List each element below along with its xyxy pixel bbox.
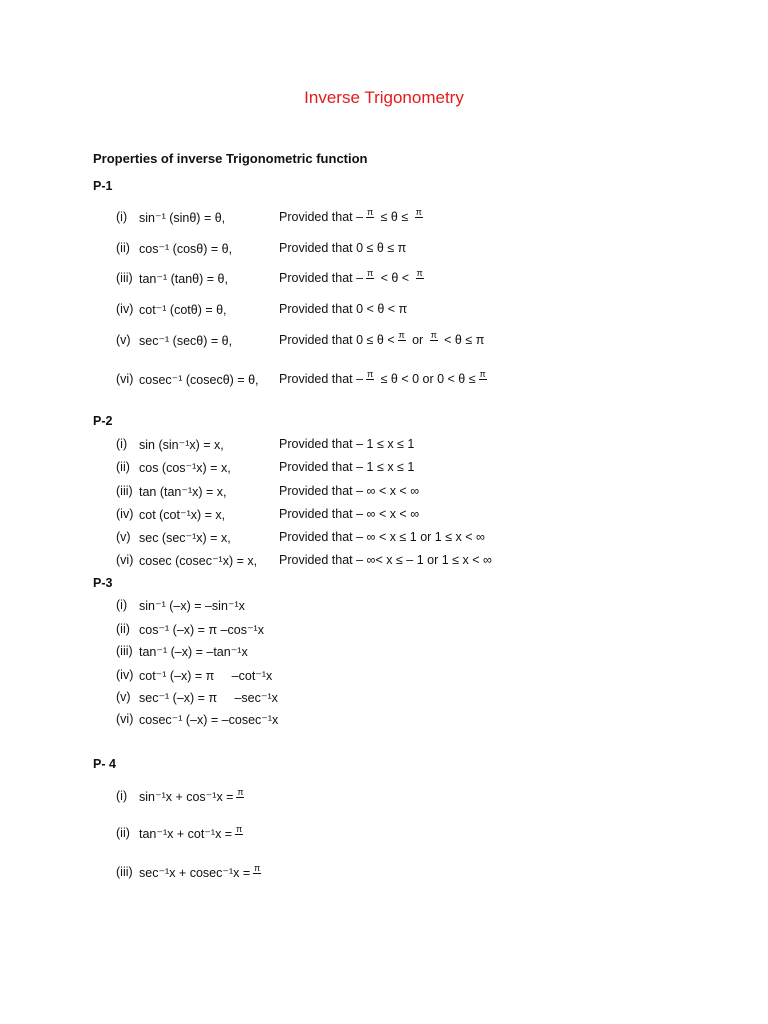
fraction-numerator: π xyxy=(398,330,405,341)
p2-row-5-expression: sec (sec⁻¹x) = x, xyxy=(139,531,231,545)
p2-row-3-number: (iii) xyxy=(116,484,133,498)
pi-fraction xyxy=(366,268,374,283)
fraction-bar xyxy=(398,340,406,345)
pi-fraction xyxy=(430,330,438,345)
p2-row-3-expression: tan (tan⁻¹x) = x, xyxy=(139,485,227,499)
p1-row-3-condition xyxy=(279,268,427,286)
fraction-numerator: π xyxy=(430,330,437,341)
pi-fraction xyxy=(236,787,244,802)
fraction-numerator: π xyxy=(237,787,244,798)
p4-row-3-expression xyxy=(139,865,264,881)
page-title: Inverse Trigonometry xyxy=(304,88,464,107)
p1-row-4-expression: cot⁻¹ (cotθ) = θ, xyxy=(139,303,227,317)
pi-fraction xyxy=(235,824,243,839)
fraction-bar xyxy=(235,834,243,839)
expression-text: sec⁻¹x + cosec⁻¹x = xyxy=(139,866,251,880)
condition-text: Provided that – xyxy=(279,271,364,285)
pi-fraction xyxy=(366,369,374,384)
fraction-bar xyxy=(366,379,374,384)
p1-row-6-number: (vi) xyxy=(116,372,134,386)
pi-fraction xyxy=(253,863,261,878)
p2-row-5-number: (v) xyxy=(116,530,131,544)
p1-row-5-condition xyxy=(279,330,485,348)
condition-text: or xyxy=(408,333,427,347)
p4-row-1-number: (i) xyxy=(116,789,128,803)
p3-row-2-number: (ii) xyxy=(116,622,130,636)
p4-row-2-number: (ii) xyxy=(116,826,130,840)
p1-row-6-expression: cosec⁻¹ (cosecθ) = θ, xyxy=(139,373,259,387)
expression-text: sin⁻¹x + cos⁻¹x = xyxy=(139,790,234,804)
fraction-numerator: π xyxy=(366,369,374,380)
p1-row-5-number: (v) xyxy=(116,333,131,347)
fraction-numerator: π xyxy=(415,207,422,218)
p3-row-3-expression: tan⁻¹ (–x) = –tan⁻¹x xyxy=(139,645,248,659)
section-heading: Properties of inverse Trigonometric function xyxy=(93,151,368,166)
pi-fraction xyxy=(366,207,374,222)
condition-text: Provided that – xyxy=(279,210,364,224)
p2-row-1-expression: sin (sin⁻¹x) = x, xyxy=(139,438,224,452)
fraction-numerator: π xyxy=(366,207,374,218)
p3-row-5-expression: sec⁻¹ (–x) = π –sec⁻¹x xyxy=(139,691,278,705)
condition-text: Provided that – xyxy=(279,372,364,386)
property-label-p3: P-3 xyxy=(93,576,113,590)
fraction-numerator: π xyxy=(479,369,486,380)
property-label-p1: P-1 xyxy=(93,179,113,193)
property-label-p2: P-2 xyxy=(93,414,113,428)
p1-row-2-number: (ii) xyxy=(116,241,130,255)
p2-row-2-number: (ii) xyxy=(116,460,130,474)
p2-row-2-expression: cos (cos⁻¹x) = x, xyxy=(139,461,231,475)
p1-row-1-expression: sin⁻¹ (sinθ) = θ, xyxy=(139,211,226,225)
p2-row-4-expression: cot (cot⁻¹x) = x, xyxy=(139,508,226,522)
condition-text: < θ < xyxy=(377,271,413,285)
p1-row-1-number: (i) xyxy=(116,210,128,224)
p3-row-2-expression: cos⁻¹ (–x) = π –cos⁻¹x xyxy=(139,623,264,637)
p3-row-1-expression: sin⁻¹ (–x) = –sin⁻¹x xyxy=(139,599,245,613)
p1-row-2-expression: cos⁻¹ (cosθ) = θ, xyxy=(139,242,233,256)
p4-row-3-number: (iii) xyxy=(116,865,133,879)
pi-fraction xyxy=(415,207,423,222)
fraction-bar xyxy=(236,797,244,802)
fraction-bar xyxy=(253,873,261,878)
p2-row-1-condition: Provided that – 1 ≤ x ≤ 1 xyxy=(279,437,415,451)
fraction-numerator: π xyxy=(235,824,243,835)
p3-row-4-number: (iv) xyxy=(116,668,134,682)
fraction-bar xyxy=(366,278,374,283)
fraction-bar xyxy=(366,217,374,222)
fraction-bar xyxy=(479,379,487,384)
fraction-numerator: π xyxy=(416,268,423,279)
fraction-numerator: π xyxy=(254,863,261,874)
fraction-bar xyxy=(430,340,438,345)
condition-text: Provided that 0 ≤ θ < xyxy=(279,333,395,347)
p2-row-6-condition: Provided that – ∞< x ≤ – 1 or 1 ≤ x < ∞ xyxy=(279,553,492,567)
condition-text: ≤ θ < 0 or 0 < θ ≤ xyxy=(377,372,476,386)
property-label-p4: P- 4 xyxy=(93,757,116,771)
fraction-bar xyxy=(415,217,423,222)
pi-fraction xyxy=(416,268,424,283)
condition-text: ≤ θ ≤ xyxy=(377,210,412,224)
p4-row-2-expression xyxy=(139,826,246,842)
p3-row-4-expression: cot⁻¹ (–x) = π –cot⁻¹x xyxy=(139,669,273,683)
fraction-bar xyxy=(416,278,424,283)
fraction-numerator: π xyxy=(366,268,374,279)
p1-row-1-condition xyxy=(279,207,426,225)
p3-row-6-expression: cosec⁻¹ (–x) = –cosec⁻¹x xyxy=(139,713,279,727)
p1-row-2-condition: Provided that 0 ≤ θ ≤ π xyxy=(279,241,407,255)
p2-row-6-number: (vi) xyxy=(116,553,134,567)
p1-row-3-expression: tan⁻¹ (tanθ) = θ, xyxy=(139,272,228,286)
pi-fraction xyxy=(479,369,487,384)
expression-text: tan⁻¹x + cot⁻¹x = xyxy=(139,827,233,841)
condition-text: < θ ≤ π xyxy=(440,333,485,347)
p2-row-4-condition: Provided that – ∞ < x < ∞ xyxy=(279,507,420,521)
p1-row-4-condition: Provided that 0 < θ < π xyxy=(279,302,408,316)
p3-row-5-number: (v) xyxy=(116,690,131,704)
p1-row-5-expression: sec⁻¹ (secθ) = θ, xyxy=(139,334,233,348)
p2-row-4-number: (iv) xyxy=(116,507,134,521)
p3-row-3-number: (iii) xyxy=(116,644,133,658)
p2-row-1-number: (i) xyxy=(116,437,128,451)
p3-row-6-number: (vi) xyxy=(116,712,134,726)
p4-row-1-expression xyxy=(139,789,247,805)
p2-row-6-expression: cosec (cosec⁻¹x) = x, xyxy=(139,554,258,568)
p2-row-2-condition: Provided that – 1 ≤ x ≤ 1 xyxy=(279,460,415,474)
pi-fraction xyxy=(398,330,406,345)
p2-row-5-condition: Provided that – ∞ < x ≤ 1 or 1 ≤ x < ∞ xyxy=(279,530,485,544)
p1-row-3-number: (iii) xyxy=(116,271,133,285)
p3-row-1-number: (i) xyxy=(116,598,128,612)
p1-row-4-number: (iv) xyxy=(116,302,134,316)
p1-row-6-condition xyxy=(279,369,490,387)
p2-row-3-condition: Provided that – ∞ < x < ∞ xyxy=(279,484,420,498)
